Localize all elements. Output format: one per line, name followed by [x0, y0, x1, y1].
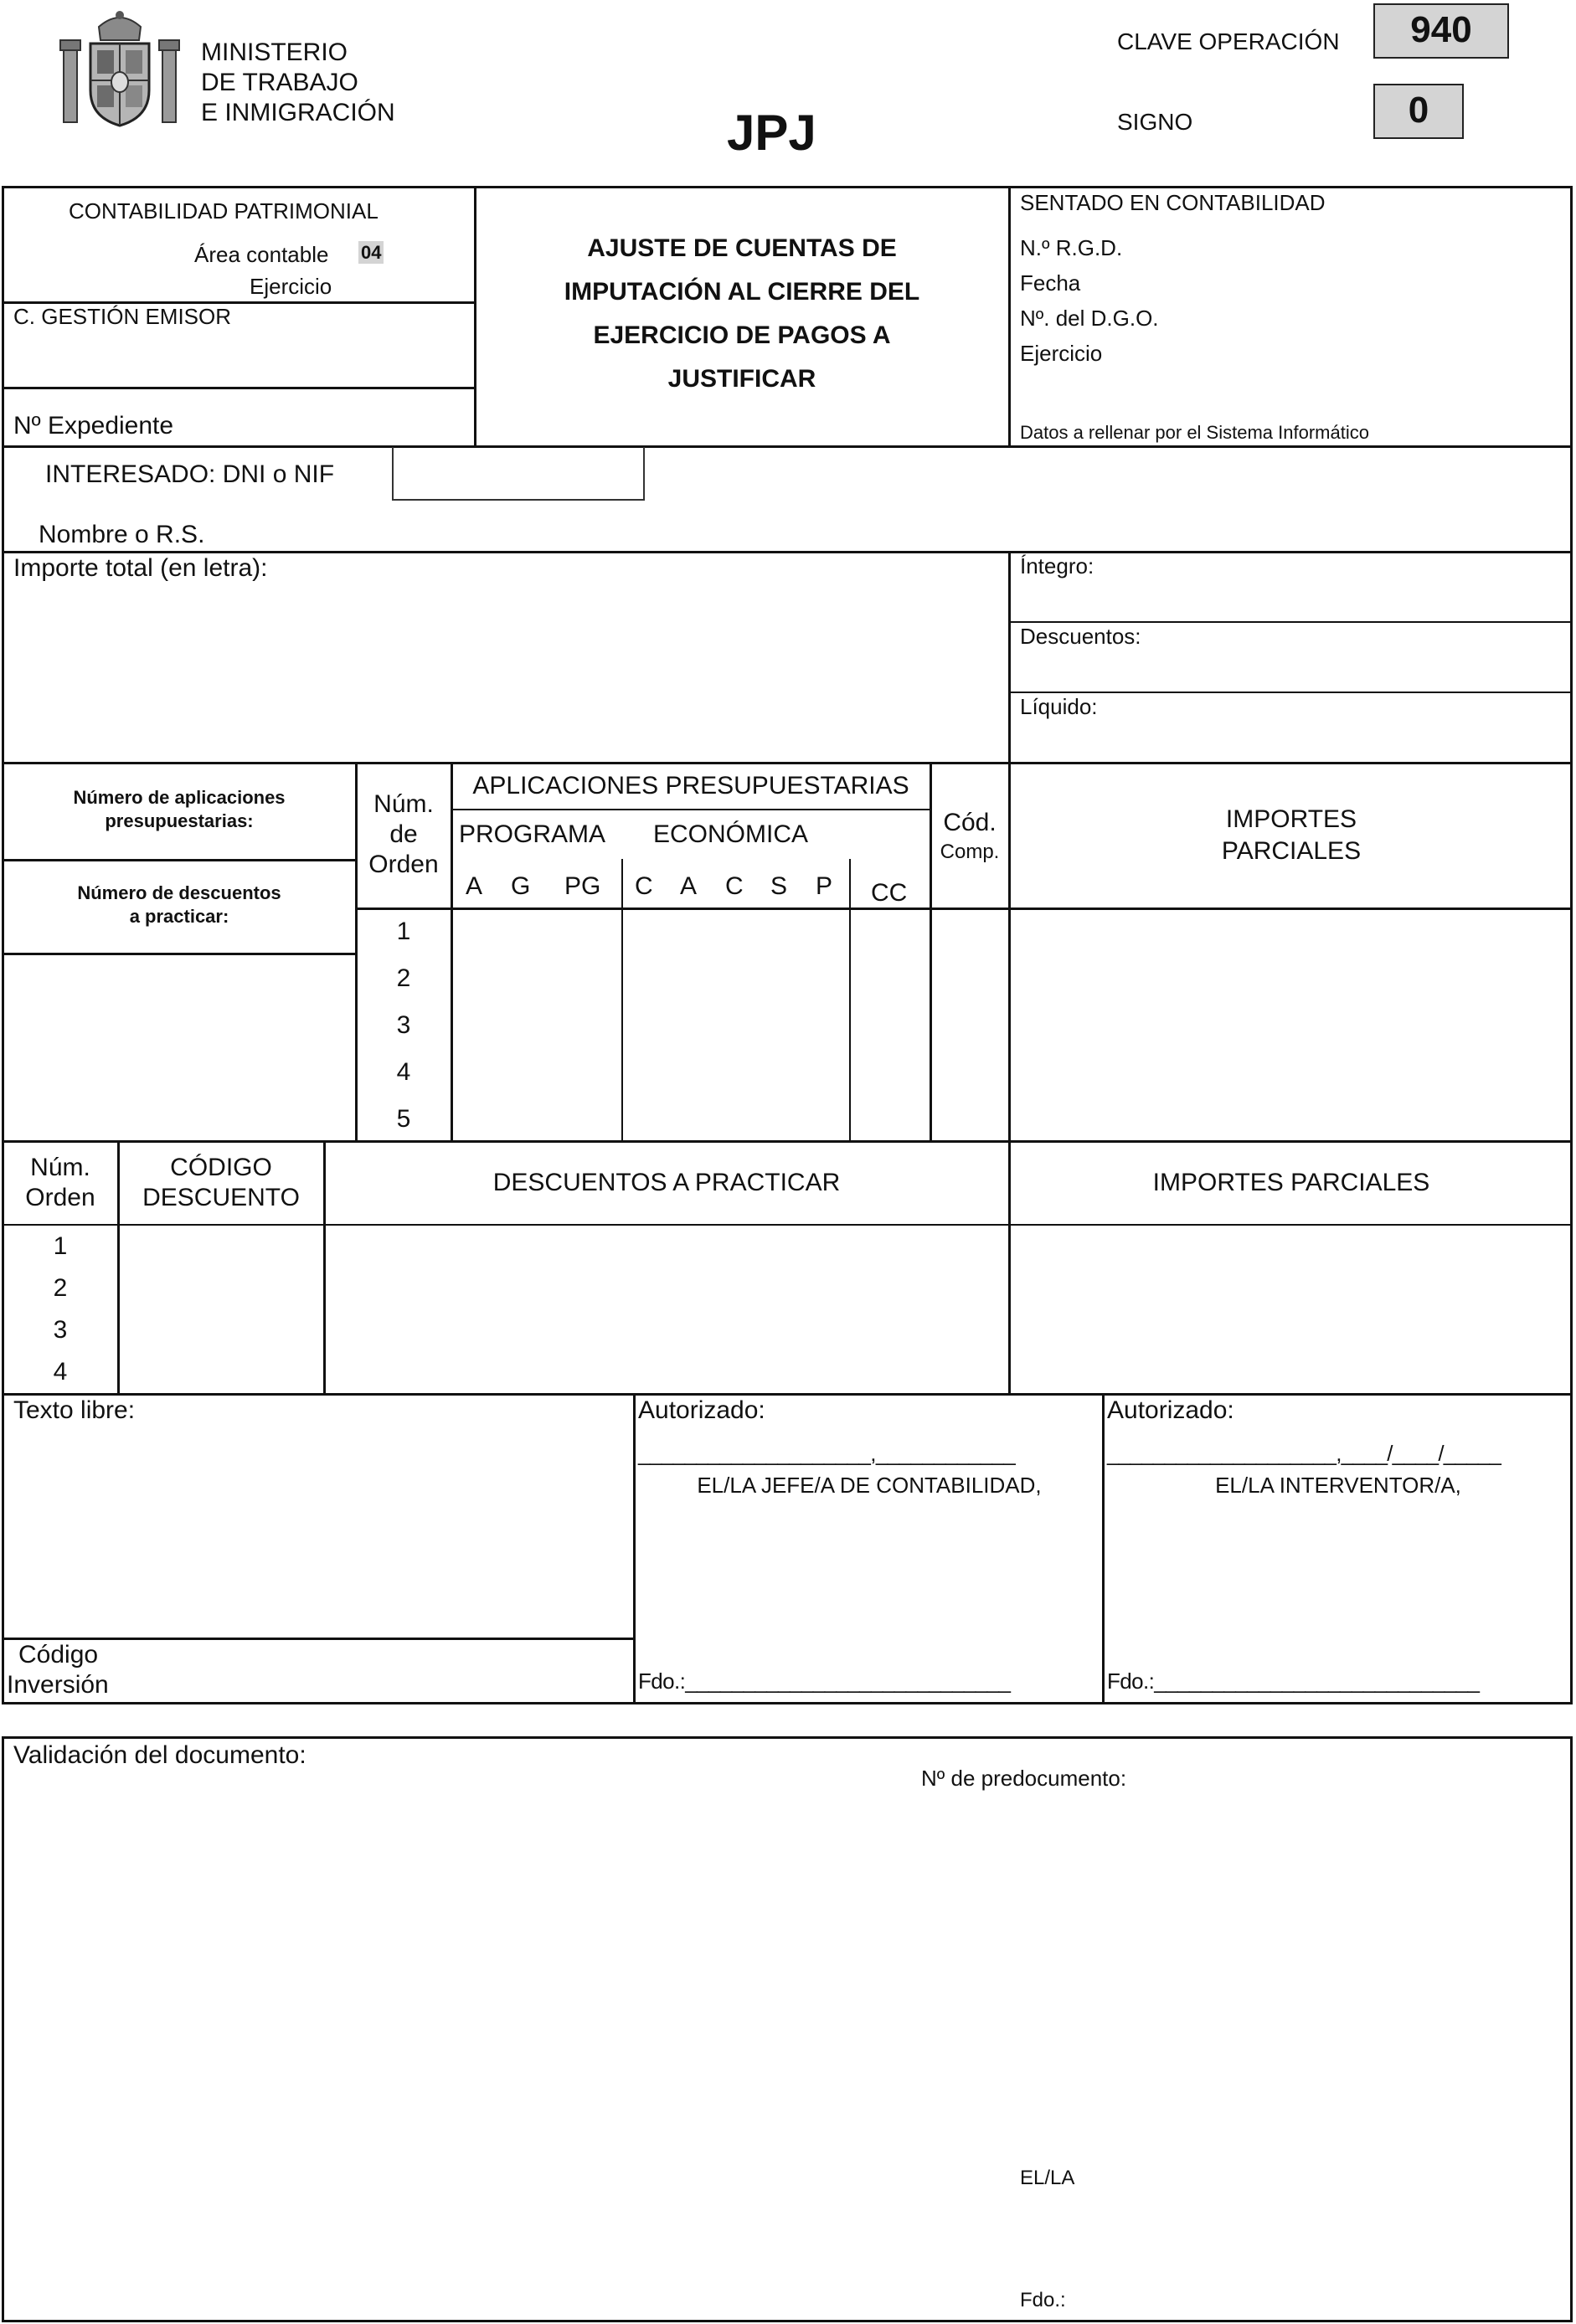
predocumento-label: Nº de predocumento: — [921, 1766, 1127, 1791]
dni-nif-label: INTERESADO: DNI o NIF — [45, 460, 335, 488]
autorizado-date-line-2: ____________________,____/____/_____ — [1107, 1441, 1501, 1466]
ministry-line-1: MINISTERIO — [201, 39, 348, 66]
importe-letra-field[interactable] — [5, 589, 1005, 757]
ministry-line-3: E INMIGRACIÓN — [201, 99, 395, 126]
form-title-line-3: EJERCICIO DE PAGOS A — [593, 321, 891, 349]
num-aplicaciones-label-1: Número de aplicaciones — [73, 787, 286, 808]
codigo-inversion-2: Inversión — [7, 1671, 109, 1699]
texto-libre-field[interactable] — [5, 1428, 630, 1634]
codigo-descuento-2: DESCUENTO — [142, 1184, 300, 1211]
aplic-row-3: 3 — [396, 1011, 411, 1039]
economica-label: ECONÓMICA — [653, 820, 809, 848]
expediente-label: Nº Expediente — [13, 412, 174, 440]
autorizado-date-line-1: ____________________,____________ — [638, 1441, 1016, 1466]
col-c1: C — [635, 872, 653, 900]
form-title-line-4: JUSTIFICAR — [667, 365, 816, 393]
col-c2: C — [725, 872, 744, 900]
area-contable-label: Área contable — [194, 242, 329, 267]
gestion-emisor-label: C. GESTIÓN EMISOR — [13, 304, 232, 329]
autorizado-label-1: Autorizado: — [638, 1396, 765, 1424]
autorizado-label-2: Autorizado: — [1107, 1396, 1234, 1424]
validacion-label: Validación del documento: — [13, 1741, 306, 1769]
ejercicio-label: Ejercicio — [250, 274, 332, 299]
descuentos-label: Descuentos: — [1020, 624, 1141, 649]
clave-operacion-label: CLAVE OPERACIÓN — [1117, 28, 1340, 54]
cod-label: Cód. — [943, 809, 997, 836]
col-cc: CC — [871, 879, 908, 907]
validacion-frame — [2, 1736, 1573, 2322]
signo-label: SIGNO — [1117, 109, 1193, 135]
col-a: A — [466, 872, 483, 900]
dgo-label: Nº. del D.G.O. — [1020, 306, 1159, 331]
texto-libre-label: Texto libre: — [13, 1396, 136, 1424]
coat-of-arms-logo — [57, 7, 183, 132]
aplicaciones-header: APLICACIONES PRESUPUESTARIAS — [472, 772, 909, 800]
codigo-descuento-1: CÓDIGO — [170, 1154, 272, 1181]
desc-row-3: 3 — [53, 1316, 68, 1344]
el-la-label: EL/LA — [1020, 2167, 1075, 2189]
sentado-label: SENTADO EN CONTABILIDAD — [1020, 190, 1326, 215]
importes-parciales-1: IMPORTES — [1225, 805, 1357, 833]
desc-row-4: 4 — [53, 1358, 68, 1386]
desc-num-orden-2: Orden — [25, 1184, 95, 1211]
form-code: JPJ — [727, 105, 816, 161]
dni-nif-field[interactable] — [392, 447, 645, 501]
col-a2: A — [680, 872, 698, 900]
num-aplicaciones-label-2: presupuestarias: — [105, 810, 254, 831]
clave-operacion-value: 940 — [1373, 3, 1509, 59]
aplic-row-1: 1 — [396, 918, 411, 945]
desc-num-orden-1: Núm. — [30, 1154, 90, 1181]
integro-label: Íntegro: — [1020, 553, 1094, 578]
desc-row-1: 1 — [53, 1232, 68, 1260]
desc-row-2: 2 — [53, 1274, 68, 1302]
col-p: P — [816, 872, 833, 900]
ejercicio2-label: Ejercicio — [1020, 341, 1103, 366]
num-orden-label-1: Núm. — [373, 790, 434, 818]
contabilidad-label: CONTABILIDAD PATRIMONIAL — [69, 198, 379, 224]
fdo-line-2: Fdo.:____________________________ — [1107, 1668, 1480, 1694]
nombre-rs-label: Nombre o R.S. — [39, 521, 205, 548]
aplic-row-4: 4 — [396, 1058, 411, 1086]
importes-parciales-2: PARCIALES — [1221, 837, 1362, 865]
rgd-label: N.º R.G.D. — [1020, 235, 1123, 260]
liquido-label: Líquido: — [1020, 694, 1098, 719]
form-title-line-2: IMPUTACIÓN AL CIERRE DEL — [564, 278, 920, 306]
num-orden-label-3: Orden — [368, 851, 439, 878]
num-descuentos-label-1: Número de descuentos — [77, 882, 281, 903]
area-contable-value: 04 — [358, 241, 384, 264]
fecha-label: Fecha — [1020, 270, 1081, 296]
desc-importes-header: IMPORTES PARCIALES — [1152, 1169, 1430, 1196]
num-descuentos-label-2: a practicar: — [129, 906, 229, 927]
codigo-inversion-1: Código — [18, 1641, 99, 1668]
descuentos-header: DESCUENTOS A PRACTICAR — [492, 1169, 841, 1196]
jefe-contabilidad-label: EL/LA JEFE/A DE CONTABILIDAD, — [697, 1473, 1042, 1498]
aplic-row-2: 2 — [396, 964, 411, 992]
fdo-line-1: Fdo.:____________________________ — [638, 1668, 1011, 1694]
form-title-line-1: AJUSTE DE CUENTAS DE — [587, 234, 897, 262]
aplic-row-5: 5 — [396, 1105, 411, 1133]
programa-label: PROGRAMA — [459, 820, 606, 848]
sistema-note: Datos a rellenar por el Sistema Informático — [1020, 422, 1369, 443]
importe-letra-label: Importe total (en letra): — [13, 554, 268, 582]
signo-value: 0 — [1373, 84, 1464, 139]
num-orden-label-2: de — [389, 820, 418, 848]
ministry-line-2: DE TRABAJO — [201, 69, 358, 96]
validacion-fdo-label: Fdo.: — [1020, 2289, 1066, 2311]
comp-label: Comp. — [940, 841, 1000, 863]
col-pg: PG — [564, 872, 601, 900]
col-s: S — [770, 872, 788, 900]
col-g: G — [511, 872, 531, 900]
interventor-label: EL/LA INTERVENTOR/A, — [1215, 1473, 1461, 1498]
